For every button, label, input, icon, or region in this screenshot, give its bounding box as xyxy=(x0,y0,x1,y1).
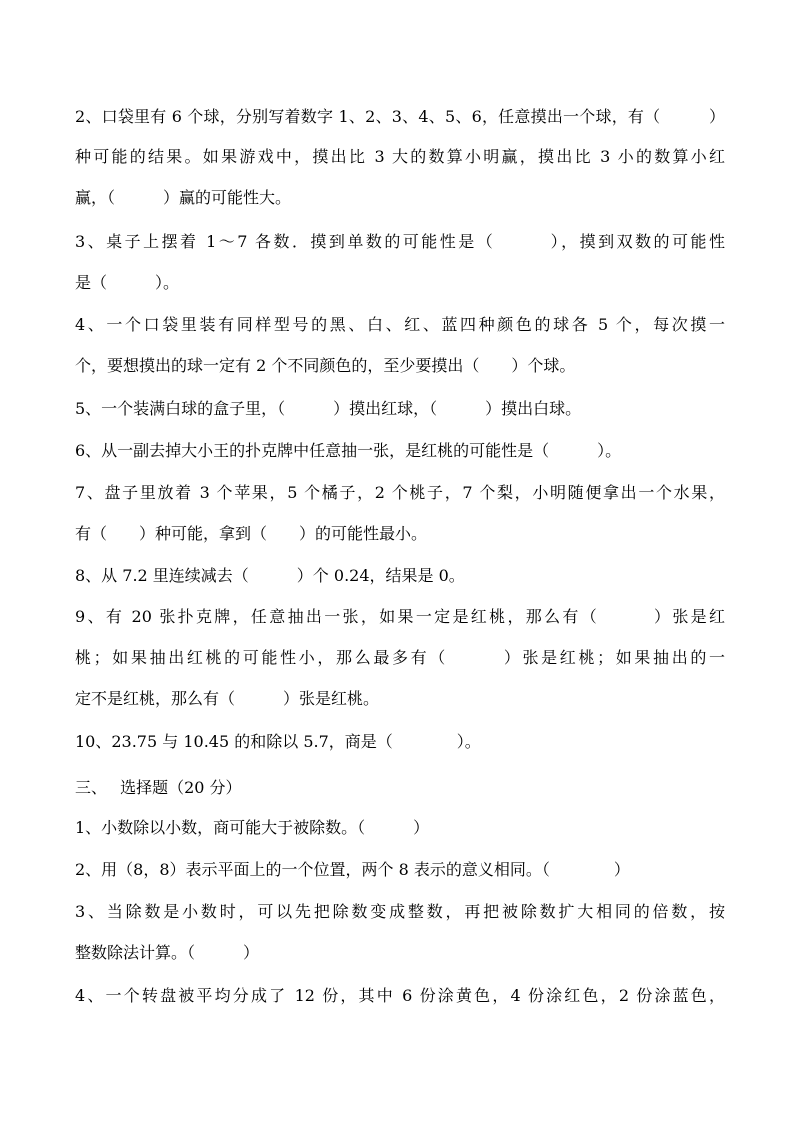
choice-q2-line: 2、用（8，8）表示平面上的一个位置，两个 8 表示的意义相同。（ ） xyxy=(75,860,630,879)
q9-line-2: 桃；如果抽出红桃的可能性小，那么最多有（ ）张是红桃；如果抽出的一 xyxy=(75,648,725,667)
q2-line-2: 种可能的结果。如果游戏中，摸出比 3 大的数算小明赢，摸出比 3 小的数算小红 xyxy=(75,147,725,166)
q2-line-3: 赢，（ ）赢的可能性大。 xyxy=(75,188,292,207)
q7-line-1: 7、盘子里放着 3 个苹果，5 个橘子，2 个桃子，7 个梨，小明随便拿出一个水果， xyxy=(75,483,725,502)
q9-line-1: 9、有 20 张扑克牌，任意抽出一张，如果一定是红桃，那么有（ ）张是红 xyxy=(75,607,725,626)
q4-line-1: 4、一个口袋里装有同样型号的黑、白、红、蓝四种颜色的球各 5 个，每次摸一 xyxy=(75,315,725,334)
q6-line: 6、从一副去掉大小王的扑克牌中任意抽一张，是红桃的可能性是（ ）。 xyxy=(75,441,622,460)
section-title-choice: 三、 选择题（20 分） xyxy=(75,778,242,797)
q10-line: 10、23.75 与 10.45 的和除以 5.7，商是（ ）。 xyxy=(75,732,481,751)
q5-line: 5、一个装满白球的盒子里，（ ）摸出红球，（ ）摸出白球。 xyxy=(75,399,582,418)
choice-q1-line: 1、小数除以小数，商可能大于被除数。（ ） xyxy=(75,818,430,837)
q2-line-1: 2、口袋里有 6 个球，分别写着数字 1、2、3、4、5、6，任意摸出一个球，有（ ） xyxy=(75,107,725,126)
choice-q4-line-1: 4、一个转盘被平均分成了 12 份，其中 6 份涂黄色，4 份涂红色，2 份涂蓝色， xyxy=(75,986,725,1005)
q8-line: 8、从 7.2 里连续减去（ ）个 0.24，结果是 0。 xyxy=(75,566,465,585)
q3-line-1: 3、桌子上摆着 1～7 各数．摸到单数的可能性是（ ），摸到双数的可能性 xyxy=(75,232,725,251)
q3-line-2: 是（ ）。 xyxy=(75,273,180,292)
choice-q3-line-2: 整数除法计算。（ ） xyxy=(75,943,260,962)
q7-line-2: 有（ ）种可能，拿到（ ）的可能性最小。 xyxy=(75,524,428,543)
q4-line-2: 个，要想摸出的球一定有 2 个不同颜色的，至少要摸出（ ）个球。 xyxy=(75,356,576,375)
q9-line-3: 定不是红桃，那么有（ ）张是红桃。 xyxy=(75,689,380,708)
choice-q3-line-1: 3、当除数是小数时，可以先把除数变成整数，再把被除数扩大相同的倍数，按 xyxy=(75,902,725,921)
